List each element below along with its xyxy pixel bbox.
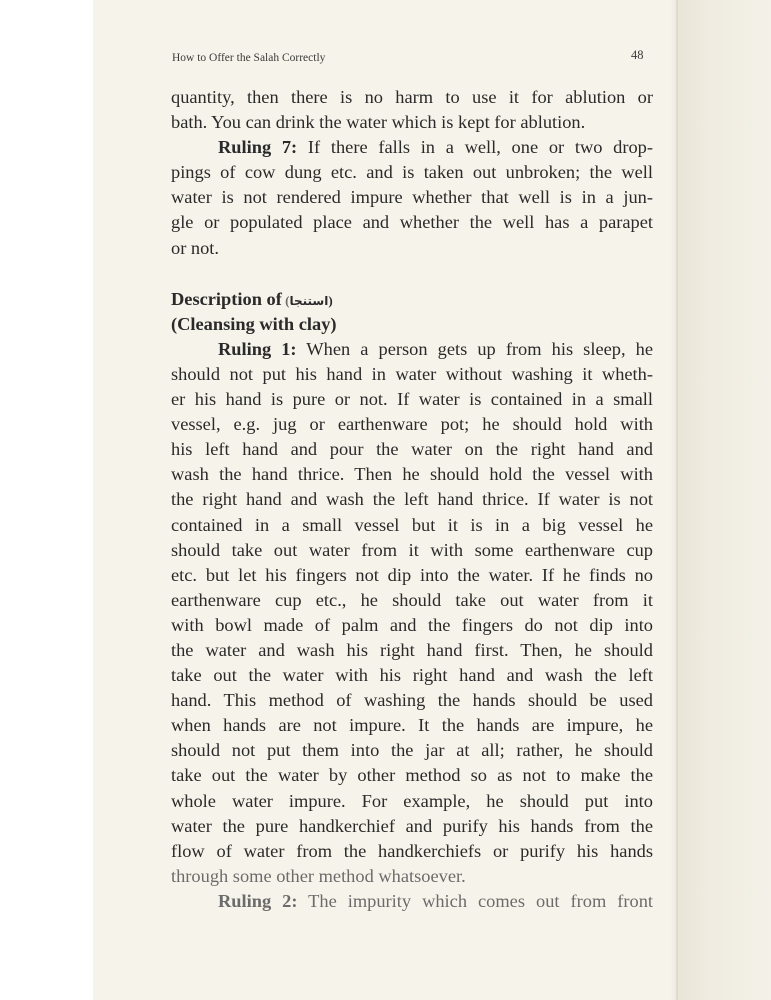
section-subheading: (Cleansing with clay) [171, 313, 337, 334]
running-head-title: How to Offer the Salah Correctly [172, 52, 326, 64]
paragraph-line: wash the hand thrice. Then he should hold the vessel with [171, 464, 653, 485]
paragraph-line: whole water impure. For example, he should put into [171, 790, 653, 811]
paragraph-line: or not. [171, 237, 220, 258]
section-heading-prefix: Description of [171, 288, 282, 309]
paragraph-line: water the pure handkerchief and purify his hands from the [171, 815, 653, 836]
paragraph-line: etc. but let his fingers not dip into the water. If he finds no [171, 564, 653, 585]
paragraph-line: bath. You can drink the water which is kept for ablution. [171, 112, 586, 133]
arabic-term: استنجا [289, 293, 329, 308]
page-edge [676, 0, 771, 1000]
paragraph-line: earthenware cup etc., he should take out water from it [171, 589, 653, 610]
paragraph-line: should not put them into the jar at all; rather, he should [171, 740, 653, 761]
book-page [93, 0, 676, 1000]
paren-close: ) [328, 292, 333, 308]
paragraph-line: through some other method whatsoever. [171, 865, 466, 886]
ruling-1-text: When a person gets up from his sleep, he [296, 338, 653, 359]
ruling-2-text: The impurity which comes out from front [297, 890, 653, 911]
ruling-1-first-line [171, 337, 653, 362]
paragraph-line: gle or populated place and whether the well has a parapet [171, 212, 653, 233]
paragraph-line: the right hand and wash the left hand thrice. If water is not [171, 489, 653, 510]
ruling-1-label: Ruling 1: [218, 338, 297, 359]
paragraph-line: his left hand and pour the water on the right hand and [171, 439, 653, 460]
paragraph-line: when hands are not impure. It the hands are impure, he [171, 715, 653, 736]
paragraph-line: quantity, then there is no harm to use it for ablution or [171, 87, 653, 107]
ruling-2-label: Ruling 2: [218, 890, 298, 911]
paragraph-line: water is not rendered impure whether that well is in a jun- [171, 187, 653, 208]
paragraph-line: vessel, e.g. jug or earthenware pot; he should hold with [171, 414, 653, 435]
paragraph-line: contained in a small vessel but it is in a big vessel he [171, 514, 653, 535]
paragraph-line: the water and wash his right hand first. Then, he should [171, 639, 653, 660]
left-blank-margin [0, 0, 93, 1000]
ruling-2-first-line [171, 889, 653, 914]
paragraph-line: hand. This method of washing the hands should be used [171, 690, 653, 711]
ruling-7-text: If there falls in a well, one or two drop- [297, 137, 653, 158]
page-number: 48 [631, 48, 644, 62]
paragraph-line: take out the water by other method so as not to make the [171, 765, 653, 786]
paragraph-line: er his hand is pure or not. If water is contained in a small [171, 389, 653, 410]
ruling-7-first-line [171, 135, 653, 160]
section-heading [171, 287, 653, 312]
paragraph-line: should not put his hand in water without washing it wheth- [171, 363, 653, 384]
ruling-7-label: Ruling 7: [218, 137, 298, 158]
body-text [171, 85, 653, 914]
paragraph-line: should take out water from it with some earthenware cup [171, 539, 653, 560]
paragraph-line: flow of water from the handkerchiefs or purify his hands [171, 840, 653, 861]
paragraph-line: pings of cow dung etc. and is taken out unbroken; the well [171, 162, 653, 183]
section-gap [171, 261, 653, 287]
page-edge-shadow [670, 0, 678, 1000]
paragraph-line: take out the water with his right hand and wash the left [171, 665, 653, 686]
paragraph-line: with bowl made of palm and the fingers do not dip into [171, 614, 653, 635]
paren-open: ( [281, 292, 290, 308]
